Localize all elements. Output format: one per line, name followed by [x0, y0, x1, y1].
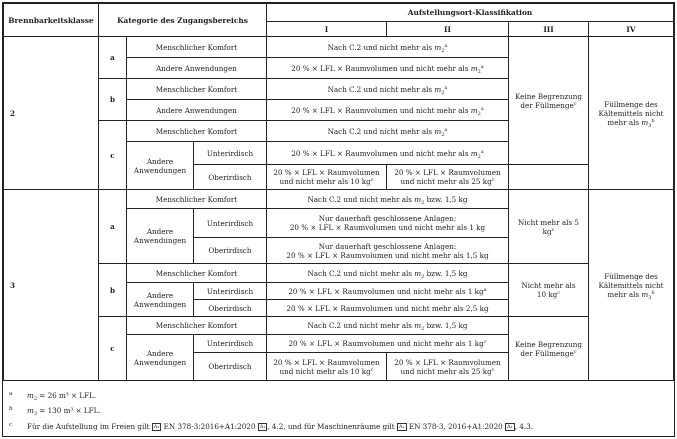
- class-3-b-under-value: 20 % × LFL × Raumvolumen und nicht mehr als 1 $kg^a$: [267, 283, 509, 300]
- label-other-applications: Andere Anwendungen: [127, 209, 194, 264]
- class-3-a-under-value: Nur dauerhaft geschlossene Anlagen: 20 % × LFL × Raumvolumen und nicht mehr als 1 kg: [267, 209, 509, 238]
- label-other-applications: Andere Anwendungen: [127, 100, 267, 121]
- label-human-comfort: Menschlicher Komfort: [127, 121, 267, 142]
- table-row: [4, 37, 674, 58]
- class-3-c-above-I-value: 20 % × LFL × Raumvolumen und nicht mehr als 10 $kg^c$: [267, 353, 387, 381]
- class-2-c-above-I-value: 20 % × LFL × Raumvolumen und nicht mehr als 10 $kg^c$: [267, 165, 387, 190]
- table-row: [4, 317, 674, 335]
- class-2-label: 2: [4, 37, 99, 190]
- class-3-a-above-value: Nur dauerhaft geschlossene Anlagen: 20 % × LFL × Raumvolumen und nicht mehr als 1,5 kg: [267, 238, 509, 264]
- header-location-classification: Aufstellungsort-Klassifikation: [267, 4, 674, 22]
- amendment-start-icon: A₁: [153, 424, 160, 430]
- class-2-c-comfort-value: Nach C.2 und nicht mehr als $m_2^a$: [267, 121, 509, 142]
- label-above-ground: Oberirdisch: [194, 165, 267, 190]
- label-other-applications: Andere Anwendungen: [127, 142, 194, 190]
- label-human-comfort: Menschlicher Komfort: [127, 37, 267, 58]
- class-3-category-c: c: [99, 317, 127, 381]
- refrigerant-charge-table: [3, 3, 674, 381]
- class-2-IV-value: Füllmenge des Kältemittels nicht mehr als $m_3^b$: [589, 37, 674, 190]
- class-2-a-comfort-value: Nach C.2 und nicht mehr als $m_2^a$: [267, 37, 509, 58]
- label-human-comfort: Menschlicher Komfort: [127, 79, 267, 100]
- class-3-c-comfort-value: Nach C.2 und nicht mehr als $m_2$ bzw. 1,5 kg: [267, 317, 509, 335]
- class-3-b-above-value: 20 % × LFL × Raumvolumen und nicht mehr als 2,5 kg: [267, 300, 509, 317]
- amendment-start-icon: A₁: [398, 424, 405, 430]
- class-2-c-under-value: 20 % × LFL × Raumvolumen und nicht mehr als $m_2^a$: [267, 142, 509, 165]
- class-3-label: 3: [4, 190, 99, 381]
- label-underground: Unterirdisch: [194, 209, 267, 238]
- label-human-comfort: Menschlicher Komfort: [127, 264, 267, 283]
- class-2-category-a: a: [99, 37, 127, 79]
- label-above-ground: Oberirdisch: [194, 300, 267, 317]
- class-2-c-above-II-value: 20 % × LFL × Raumvolumen und nicht mehr als 25 $kg^c$: [387, 165, 509, 190]
- label-underground: Unterirdisch: [194, 142, 267, 165]
- amendment-end-icon: A₁: [259, 424, 266, 430]
- class-2-category-b: b: [99, 79, 127, 121]
- class-2-b-other-value: 20 % × LFL × Raumvolumen und nicht mehr als $m_2^a$: [267, 100, 509, 121]
- class-2-b-comfort-value: Nach C.2 und nicht mehr als $m_2^a$: [267, 79, 509, 100]
- label-human-comfort: Menschlicher Komfort: [127, 317, 267, 335]
- class-3-c-under-value: 20 % × LFL × Raumvolumen und nicht mehr als 1 $kg^c$: [267, 335, 509, 353]
- refrigerant-charge-table-container: Brennbarkeitsklasse Kategorie des Zugangsbereichs Aufstellungsort-Klassifikation I II III IV 2 a Menschlicher Komfort Nach C.2 und nicht mehr als $m_2^a$ Keine Begrenzung der Füllmenge$^c$ Füllmenge des Kältemittels nicht mehr als $m_3^b$ Andere Anwendungen 20 % × LFL × Raumvolumen und nicht mehr als $m_2^a$ b Menschlicher Komfort Nach C.2 und nicht mehr als $m_2^a$ Andere Anwendungen 20 % × LFL × Raumvolumen und nicht mehr als $m_2^a$ c Menschlicher Komfort Nach C.2 und nicht mehr als $m_2^a$ Andere Anwendungen Unterirdisch 20 % × LFL × Raumvolumen und nicht mehr als $m_2^a$ Oberirdisch 20 % × LFL × Raumvolumen und nicht mehr als 10 $kg^c$ 20 % × LFL × Raumvolumen und nicht mehr als 25 $kg^c$ 3 a Menschlicher Komfort Nach C.2 und nicht mehr als $m_2$ bzw. 1,5 kg Nicht mehr als 5 $kg^c$ Füllmenge des Kältemittels nicht mehr als $m_3^b$ Andere Anwendungen Unterirdisch Nur dauerhaft geschlossene Anlagen: 20 % × LFL × Raumvolumen und nicht mehr als 1 kg Oberirdisch Nur dauerhaft geschlossene Anlagen: 20 % × LFL × Raumvolumen und nicht mehr als 1,5 kg b Menschlicher Komfort Nach C.2 und nicht mehr als $m_2$ bzw. 1,5 kg Nicht mehr als 10 $kg^c$ Andere Anwendungen Unterirdisch 20 % × LFL × Raumvolumen und nicht mehr als 1 $kg^a$ Oberirdisch 20 % × LFL × Raumvolumen und nicht mehr als 2,5 kg c Menschlicher Komfort Nach C.2 und nicht mehr als $m_2$ bzw. 1,5 kg Keine Begrenzung der Füllmenge$^c$ Andere Anwendungen Unterirdisch 20 % × LFL × Raumvolumen und nicht mehr als 1 $kg^c$ Oberirdisch 20 % × LFL × Raumvolumen und nicht mehr als 10 $kg^c$ 20 % × LFL × Raumvolumen und nicht mehr als 25 $kg^c$ a $m_2 = 26$ m³ × LFL. b $m_3 = 130$ m³ × LFL. c Für die Aufstellung im Freien gilt A₁ EN 378-3:2016+A1:2020 A₁ , 4.2, und für Maschinenräume gilt A₁ EN 378-3, 2016+A1:2020 A₁ , 4.3.: [2, 2, 675, 437]
- class-2-III-value: Keine Begrenzung der Füllmenge$^c$: [509, 37, 589, 165]
- label-above-ground: Oberirdisch: [194, 353, 267, 381]
- class-3-a-III-value: Nicht mehr als 5 $kg^c$: [509, 190, 589, 264]
- class-2-a-other-value: 20 % × LFL × Raumvolumen und nicht mehr als $m_2^a$: [267, 58, 509, 79]
- header-location-II: II: [387, 22, 509, 37]
- class-3-c-above-II-value: 20 % × LFL × Raumvolumen und nicht mehr als 25 $kg^c$: [387, 353, 509, 381]
- label-above-ground: Oberirdisch: [194, 238, 267, 264]
- label-other-applications: Andere Anwendungen: [127, 58, 267, 79]
- class-3-c-III-value: Keine Begrenzung der Füllmenge$^c$: [509, 317, 589, 381]
- header-location-IV: IV: [589, 22, 674, 37]
- class-2-category-c: c: [99, 121, 127, 190]
- class-3-a-comfort-value: Nach C.2 und nicht mehr als $m_2$ bzw. 1,5 kg: [267, 190, 509, 209]
- class-3-IV-value: Füllmenge des Kältemittels nicht mehr als $m_3^b$: [589, 190, 674, 381]
- class-3-b-comfort-value: Nach C.2 und nicht mehr als $m_2$ bzw. 1,5 kg: [267, 264, 509, 283]
- header-flammability-class: Brennbarkeitsklasse: [4, 4, 99, 37]
- class-3-category-b: b: [99, 264, 127, 317]
- header-location-III: III: [509, 22, 589, 37]
- label-underground: Unterirdisch: [194, 283, 267, 300]
- class-3-category-a: a: [99, 190, 127, 264]
- label-other-applications: Andere Anwendungen: [127, 283, 194, 317]
- amendment-end-icon: A₁: [507, 424, 513, 430]
- header-access-category: Kategorie des Zugangsbereichs: [99, 4, 267, 37]
- label-underground: Unterirdisch: [194, 335, 267, 353]
- class-3-b-III-value: Nicht mehr als 10 $kg^c$: [509, 264, 589, 317]
- label-other-applications: Andere Anwendungen: [127, 335, 194, 381]
- class-2-c-above-III-empty: [509, 165, 589, 190]
- table-row: [4, 190, 674, 209]
- header-location-I: I: [267, 22, 387, 37]
- table-row: [4, 264, 674, 283]
- label-human-comfort: Menschlicher Komfort: [127, 190, 267, 209]
